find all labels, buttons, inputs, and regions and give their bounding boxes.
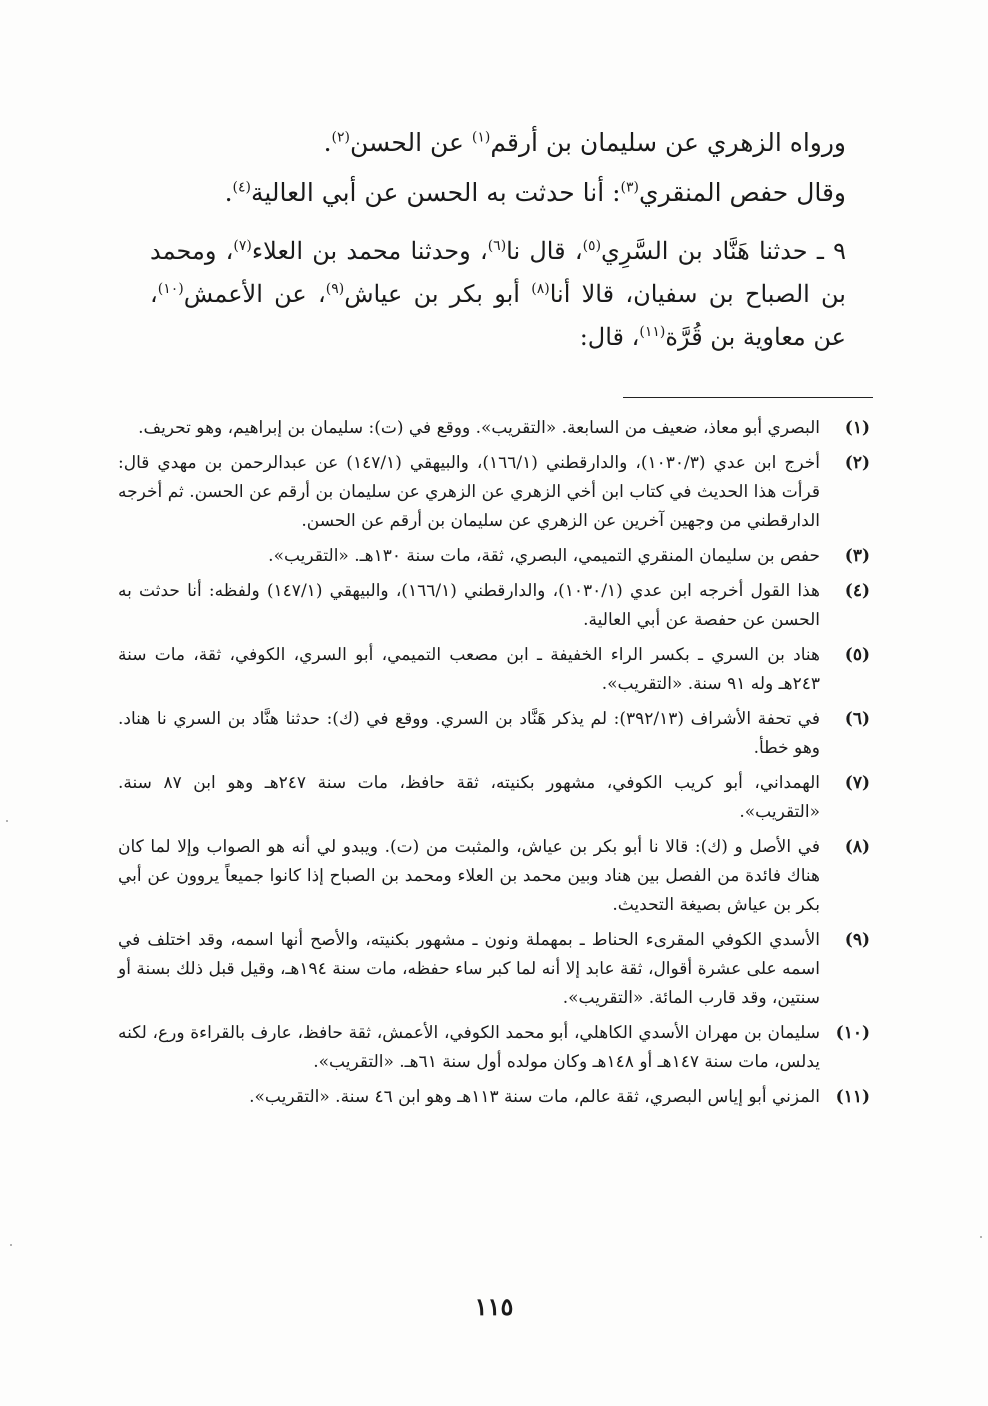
footnote-text: أخرج ابن عدي (١٠٣٠/٣)، والدارقطني (١٦٦/١)، والبيهقي (١٤٧/١) عن عبدالرحمن بن مهدي قال: قرأت هذا الحديث في كتاب ابن أخي الزهري عن الزهري عن سليمان بن أرقم عن الحسن. ثم أخرجه الدارقطني من وجهين آخرين عن الزهري عن سليمان بن أرقم عن الحسن. xyxy=(118,453,820,531)
footnotes xyxy=(118,414,870,1118)
footnote xyxy=(118,926,870,1013)
footnote-number: (٣) xyxy=(844,546,870,566)
scan-speck xyxy=(980,1236,982,1238)
footnote-separator xyxy=(623,397,873,398)
footnote xyxy=(118,1083,870,1112)
footnote xyxy=(118,449,870,536)
scan-speck xyxy=(6,820,8,822)
text-segment: ، وحدثنا محمد بن العلاء xyxy=(251,237,488,265)
footnote xyxy=(118,641,870,699)
footnote xyxy=(118,1019,870,1077)
footnote-ref[interactable]: (٦) xyxy=(487,238,507,254)
narration-line-hafs xyxy=(150,168,846,218)
footnote-number: (٩) xyxy=(844,930,870,950)
footnote xyxy=(118,542,870,571)
footnote-number: (٧) xyxy=(844,773,870,793)
footnote-number: (٤) xyxy=(844,581,870,601)
footnote-number: (١) xyxy=(844,418,870,438)
text-segment: عن الحسن xyxy=(350,128,472,157)
text-segment: ورواه الزهري عن سليمان بن أرقم xyxy=(490,128,846,157)
text-segment: ، عن الأعمش xyxy=(183,280,326,308)
text-segment: ، ومحمد بن الصباح بن سفيان، قالا أنا xyxy=(150,237,846,308)
text-segment: . xyxy=(323,128,332,157)
text-segment: ، قال نا xyxy=(506,237,583,265)
scan-speck xyxy=(10,1244,12,1246)
footnote-number: (٥) xyxy=(844,645,870,665)
footnote-number: (٨) xyxy=(844,837,870,857)
footnote xyxy=(118,705,870,763)
footnote-ref[interactable]: (٧) xyxy=(233,238,252,254)
page-number: ١١٥ xyxy=(474,1292,514,1321)
text-segment: ٩ ـ حدثنا هَنَّاد بن السَّرِي xyxy=(601,237,846,265)
footnote-ref[interactable]: (٤) xyxy=(232,179,251,196)
footnote-ref[interactable]: (٥) xyxy=(582,238,602,254)
footnote xyxy=(118,833,870,920)
hadith-9 xyxy=(150,230,846,359)
narration-line-zuhri xyxy=(150,118,846,168)
footnote-ref[interactable]: (٢) xyxy=(331,129,351,146)
footnote-text: في الأصل و (ك): قالا نا أبو بكر بن عياش، والمثبت من (ت). ويبدو لي أنه هو الصواب وإلا لما كان هناك فائدة من الفصل بين هناد وبين محمد بن العلاء ومحمد بن الصباح إذا كانوا جميعاً يروون عن أبي بكر بن عياش بصيغة التحديث. xyxy=(118,837,820,915)
footnote-text: الهمداني، أبو كريب الكوفي، مشهور بكنيته، ثقة حافظ، مات سنة ٢٤٧هـ وهو ابن ٨٧ سنة. «التقريب». xyxy=(118,773,820,822)
footnote-ref[interactable]: (٨) xyxy=(531,281,550,297)
footnote-number: (١١) xyxy=(835,1087,870,1107)
footnote-number: (٦) xyxy=(844,709,870,729)
footnote-ref[interactable]: (١٠) xyxy=(157,281,184,297)
footnote-text: سليمان بن مهران الأسدي الكاهلي، أبو محمد الكوفي، الأعمش، ثقة حافظ، عارف بالقراءة ورع، لكنه يدلس، مات سنة ١٤٧هـ أو ١٤٨هـ وكان مولده أول سنة ٦١هـ. «التقريب». xyxy=(118,1023,820,1072)
text-segment: ، عن معاوية بن قُرَّة xyxy=(150,280,846,351)
footnote-ref[interactable]: (٣) xyxy=(620,179,639,196)
footnote-number: (٢) xyxy=(844,453,870,473)
footnote-ref[interactable]: (١١) xyxy=(639,324,666,340)
footnote-text: هذا القول أخرجه ابن عدي (١٠٣٠/١)، والدارقطني (١٦٦/١)، والبيهقي (١٤٧/١) ولفظه: أنا حدثت به الحسن عن حفصة عن أبي العالية. xyxy=(118,581,820,630)
text-segment: أبو بكر بن عياش xyxy=(344,280,532,308)
footnote-text: الأسدي الكوفي المقرىء الحناط ـ بمهملة ونون ـ مشهور بكنيته، والأصح أنها اسمه، وقد اختلف في اسمه على عشرة أقوال، ثقة عابد إلا أنه لما كبر ساء حفظه، مات سنة ١٩٤هـ، وقيل قبل ذلك بسنة أو سنتين، وقد قارب المائة. «التقريب». xyxy=(118,930,820,1008)
text-segment: : أنا حدثت به الحسن عن أبي العالية xyxy=(250,178,621,207)
text-segment: وقال حفص المنقري xyxy=(639,178,846,207)
footnote-text: حفص بن سليمان المنقري التميمي، البصري، ثقة، مات سنة ١٣٠هـ. «التقريب». xyxy=(268,546,820,566)
footnote-number: (١٠) xyxy=(835,1023,870,1043)
main-text xyxy=(150,118,846,359)
footnote xyxy=(118,769,870,827)
text-segment: . xyxy=(224,178,233,207)
footnote-text: في تحفة الأشراف (٣٩٢/١٣): لم يذكر هَنَّاد بن السري. ووقع في (ك): حدثنا هنَّاد بن السري نا هناد. وهو خطأ. xyxy=(118,709,820,758)
footnote-text: هناد بن السري ـ بكسر الراء الخفيفة ـ ابن مصعب التميمي، أبو السري، الكوفي، ثقة، مات سنة ٢٤٣هـ وله ٩١ سنة. «التقريب». xyxy=(118,645,820,694)
footnote-text: المزني أبو إياس البصري، ثقة عالم، مات سنة ١١٣هـ وهو ابن ٤٦ سنة. «التقريب». xyxy=(249,1087,820,1107)
footnote-text: البصري أبو معاذ، ضعيف من السابعة. «التقريب». ووقع في (ت): سليمان بن إبراهيم، وهو تحريف. xyxy=(138,418,820,438)
footnote-ref[interactable]: (٩) xyxy=(325,281,345,297)
text-segment: ، قال: xyxy=(579,323,640,351)
footnote xyxy=(118,577,870,635)
footnote xyxy=(118,414,870,443)
footnote-ref[interactable]: (١) xyxy=(471,129,491,146)
